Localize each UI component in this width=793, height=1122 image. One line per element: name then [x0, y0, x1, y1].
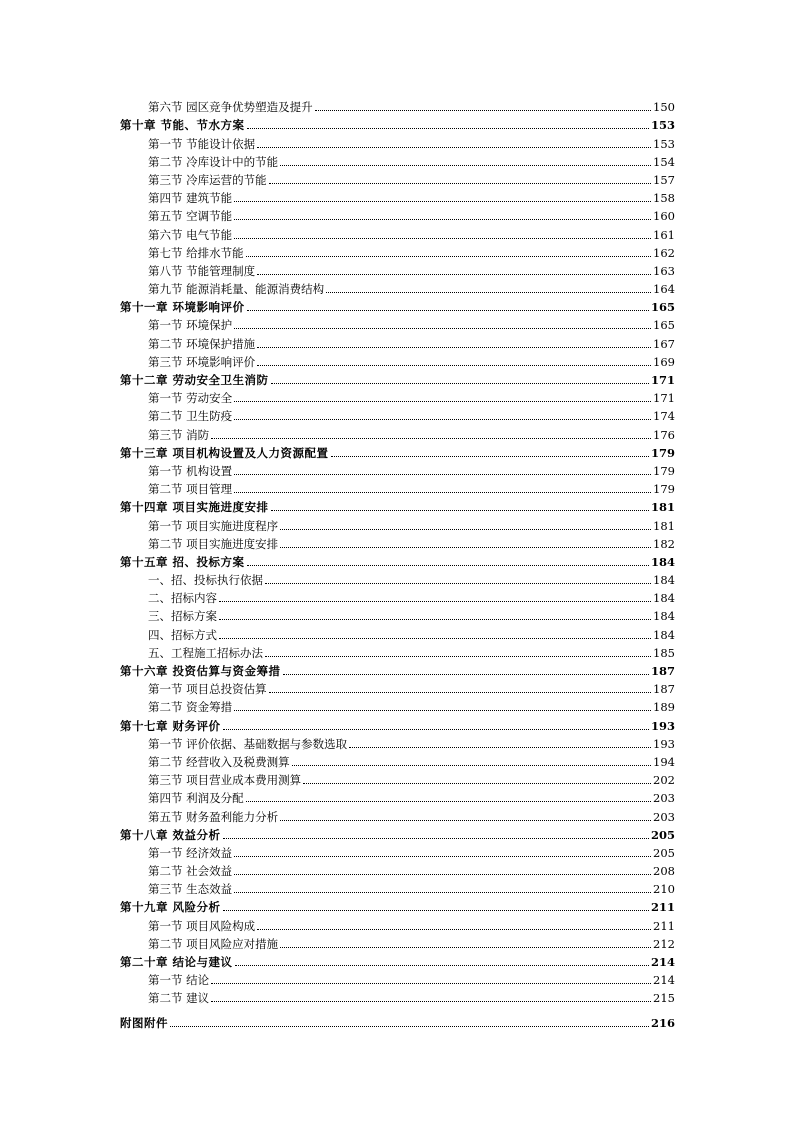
toc-entry-page-number: 161 [653, 227, 675, 242]
toc-dot-leader [234, 201, 651, 202]
toc-entry-title: 第十四章 项目实施进度安排 [120, 500, 269, 515]
toc-entry-page-number: 176 [653, 427, 675, 442]
toc-entry-page-number: 203 [653, 809, 675, 824]
toc-dot-leader [269, 692, 651, 693]
toc-dot-leader [269, 183, 651, 184]
toc-section-entry[interactable] [120, 478, 675, 496]
toc-entry-page-number: 162 [653, 245, 675, 260]
toc-entry-page-number: 205 [650, 827, 675, 842]
toc-entry-page-number: 211 [650, 900, 675, 915]
toc-entry-page-number: 174 [653, 409, 675, 424]
toc-entry-page-number: 187 [653, 682, 675, 697]
toc-entry-page-number: 181 [650, 500, 675, 515]
toc-entry-title: 第二节 项目管理 [148, 482, 233, 497]
toc-dot-leader [280, 947, 651, 948]
toc-section-entry[interactable] [120, 787, 675, 805]
toc-section-entry[interactable] [120, 423, 675, 441]
toc-entry-title: 第二节 经营收入及税费测算 [148, 754, 290, 769]
toc-entry-page-number: 184 [653, 573, 675, 588]
toc-dot-leader [280, 165, 651, 166]
toc-dot-leader [219, 638, 651, 639]
toc-entry-page-number: 210 [653, 882, 675, 897]
toc-entry-page-number: 184 [653, 627, 675, 642]
toc-entry-page-number: 193 [650, 718, 675, 733]
toc-entry-title: 第三节 消防 [148, 427, 210, 442]
toc-dot-leader [234, 328, 651, 329]
toc-entry-page-number: 160 [653, 209, 675, 224]
toc-dot-leader [223, 838, 649, 839]
toc-dot-leader [234, 710, 651, 711]
toc-entry-title: 第一节 劳动安全 [148, 391, 233, 406]
toc-section-entry[interactable] [120, 151, 675, 169]
toc-dot-leader [326, 292, 651, 293]
toc-section-entry[interactable] [120, 878, 675, 896]
toc-section-entry[interactable] [120, 278, 675, 296]
toc-entry-title: 第二节 冷库设计中的节能 [148, 154, 279, 169]
toc-entry-page-number: 179 [653, 463, 675, 478]
toc-dot-leader [234, 219, 651, 220]
toc-entry-title: 第三节 冷库运营的节能 [148, 172, 267, 187]
toc-entry-page-number: 193 [653, 736, 675, 751]
toc-dot-leader [257, 929, 651, 930]
toc-entry-title: 第二节 环境保护措施 [148, 336, 256, 351]
toc-section-entry[interactable] [120, 933, 675, 951]
toc-dot-leader [247, 565, 649, 566]
toc-entry-page-number: 189 [653, 700, 675, 715]
toc-entry-page-number: 165 [650, 300, 675, 315]
toc-section-entry[interactable] [120, 969, 675, 987]
toc-entry-page-number: 150 [653, 100, 675, 115]
toc-section-entry[interactable] [120, 223, 675, 241]
toc-dot-leader [211, 983, 651, 984]
toc-entry-page-number: 171 [650, 373, 675, 387]
toc-section-entry[interactable] [120, 260, 675, 278]
toc-entry-page-number: 187 [650, 664, 675, 678]
toc-section-entry[interactable] [120, 805, 675, 823]
toc-entry-page-number: 171 [653, 391, 675, 406]
toc-dot-leader [219, 619, 651, 620]
toc-section-entry[interactable] [120, 405, 675, 423]
toc-entry-title: 第七节 给排水节能 [148, 245, 244, 260]
toc-chapter-entry[interactable] [120, 714, 675, 732]
toc-entry-title: 第十一章 环境影响评价 [120, 300, 245, 315]
toc-section-entry[interactable] [120, 914, 675, 932]
toc-dot-leader [247, 128, 649, 129]
toc-section-entry[interactable] [120, 678, 675, 696]
toc-chapter-entry[interactable] [120, 114, 675, 132]
toc-chapter-entry[interactable] [120, 496, 675, 514]
toc-entry-title: 第十八章 效益分析 [120, 827, 221, 842]
toc-chapter-entry[interactable] [120, 951, 675, 969]
toc-section-entry[interactable] [120, 569, 675, 587]
toc-entry-title: 第十三章 项目机构设置及人力资源配置 [120, 445, 329, 460]
toc-dot-leader [257, 147, 651, 148]
toc-entry-title: 第二节 资金筹措 [148, 700, 233, 715]
toc-entry-title: 第十七章 财务评价 [120, 718, 221, 733]
toc-dot-leader [257, 365, 651, 366]
toc-entry-title: 第一节 结论 [148, 973, 210, 988]
toc-entry-title: 第四节 建筑节能 [148, 191, 233, 206]
toc-section-entry[interactable] [120, 314, 675, 332]
toc-entry-page-number: 163 [653, 263, 675, 278]
toc-entry-title: 第一节 节能设计依据 [148, 136, 256, 151]
toc-entry-title: 第一节 评价依据、基础数据与参数选取 [148, 736, 348, 751]
toc-entry-title: 第一节 环境保护 [148, 318, 233, 333]
toc-dot-leader [257, 347, 651, 348]
toc-dot-leader [234, 419, 651, 420]
toc-dot-leader [271, 383, 649, 384]
toc-entry-title: 一、招、投标执行依据 [148, 573, 263, 588]
toc-section-entry[interactable] [120, 587, 675, 605]
toc-entry-title: 五、工程施工招标办法 [148, 645, 263, 660]
toc-chapter-entry[interactable] [120, 442, 675, 460]
toc-entry-title: 第二节 项目实施进度安排 [148, 536, 279, 551]
toc-section-entry[interactable] [120, 351, 675, 369]
toc-dot-leader [349, 747, 651, 748]
toc-entry-title: 第三节 环境影响评价 [148, 354, 256, 369]
toc-section-entry[interactable] [120, 460, 675, 478]
toc-entry-page-number: 181 [653, 518, 675, 533]
toc-chapter-entry[interactable] [120, 660, 675, 678]
toc-entry-page-number: 158 [653, 191, 675, 206]
toc-dot-leader [280, 820, 651, 821]
toc-chapter-entry[interactable] [120, 551, 675, 569]
toc-dot-leader [235, 965, 649, 966]
toc-dot-leader [223, 910, 649, 911]
toc-entry-page-number: 157 [653, 172, 675, 187]
toc-dot-leader [331, 456, 649, 457]
toc-entry-title: 第三节 项目营业成本费用测算 [148, 773, 302, 788]
toc-entry-title: 第九节 能源消耗量、能源消费结构 [148, 282, 325, 297]
toc-dot-leader [247, 310, 649, 311]
toc-entry-title: 三、招标方案 [148, 609, 217, 624]
toc-entry-page-number: 182 [653, 536, 675, 551]
toc-section-entry[interactable] [120, 387, 675, 405]
toc-entry-page-number: 212 [653, 936, 675, 951]
toc-dot-leader [246, 801, 651, 802]
toc-chapter-entry[interactable] [120, 296, 675, 314]
toc-dot-leader [246, 256, 651, 257]
toc-entry-page-number: 165 [653, 318, 675, 333]
toc-section-entry[interactable] [120, 332, 675, 350]
toc-entry-page-number: 167 [653, 336, 675, 351]
toc-entry-title: 第二节 卫生防疫 [148, 409, 233, 424]
toc-dot-leader [280, 547, 651, 548]
toc-entry-page-number: 184 [653, 591, 675, 606]
toc-dot-leader [234, 892, 651, 893]
toc-entry-page-number: 205 [653, 845, 675, 860]
toc-section-entry[interactable] [120, 96, 675, 114]
toc-section-entry[interactable] [120, 623, 675, 641]
toc-entry-page-number: 154 [653, 154, 675, 169]
toc-entry-page-number: 211 [653, 918, 675, 933]
toc-entry-title: 四、招标方式 [148, 627, 217, 642]
toc-dot-leader [271, 510, 649, 511]
toc-entry-title: 第一节 项目风险构成 [148, 918, 256, 933]
toc-dot-leader [234, 856, 651, 857]
toc-dot-leader [315, 110, 651, 111]
toc-entry-title: 第二节 社会效益 [148, 864, 233, 879]
toc-entry-page-number: 216 [650, 1015, 675, 1030]
toc-dot-leader [219, 601, 651, 602]
toc-section-entry[interactable] [120, 751, 675, 769]
toc-dot-leader [303, 783, 651, 784]
toc-entry-title: 第二十章 结论与建议 [120, 955, 233, 969]
toc-entry-page-number: 164 [653, 282, 675, 297]
toc-section-entry[interactable] [120, 696, 675, 714]
toc-entry-title: 第五节 财务盈利能力分析 [148, 809, 279, 824]
toc-entry-title: 二、招标内容 [148, 591, 217, 606]
toc-entry-title: 第六节 园区竞争优势塑造及提升 [148, 100, 313, 115]
toc-entry-page-number: 215 [653, 991, 675, 1006]
toc-entry-title: 第十六章 投资估算与资金筹措 [120, 664, 281, 678]
toc-entry-page-number: 208 [653, 864, 675, 879]
toc-entry-title: 第一节 项目总投资估算 [148, 682, 267, 697]
toc-entry-title: 第一节 机构设置 [148, 463, 233, 478]
toc-entry-page-number: 184 [653, 609, 675, 624]
toc-dot-leader [223, 729, 649, 730]
toc-entry-page-number: 202 [653, 773, 675, 788]
toc-section-entry[interactable] [120, 642, 675, 660]
toc-entry-title: 第十章 节能、节水方案 [120, 118, 245, 133]
toc-entry-title: 第一节 项目实施进度程序 [148, 518, 279, 533]
toc-dot-leader [234, 401, 651, 402]
toc-entry-title: 第十二章 劳动安全卫生消防 [120, 373, 269, 387]
toc-entry-page-number: 179 [650, 445, 675, 460]
toc-section-entry[interactable] [120, 842, 675, 860]
toc-annex-entry[interactable] [120, 1011, 675, 1029]
toc-entry-title: 第八节 节能管理制度 [148, 263, 256, 278]
toc-section-entry[interactable] [120, 987, 675, 1005]
toc-entry-title: 第二节 项目风险应对措施 [148, 936, 279, 951]
toc-section-entry[interactable] [120, 242, 675, 260]
toc-entry-page-number: 185 [653, 645, 675, 660]
toc-entry-page-number: 214 [653, 973, 675, 988]
toc-entry-title: 第二节 建议 [148, 991, 210, 1006]
toc-entry-title: 第三节 生态效益 [148, 882, 233, 897]
toc-section-entry[interactable] [120, 769, 675, 787]
toc-dot-leader [170, 1026, 649, 1027]
toc-section-entry[interactable] [120, 860, 675, 878]
toc-dot-leader [234, 874, 651, 875]
toc-entry-title: 附图附件 [120, 1015, 168, 1030]
toc-dot-leader [234, 238, 651, 239]
toc-dot-leader [234, 492, 651, 493]
toc-dot-leader [292, 765, 651, 766]
toc-chapter-entry[interactable] [120, 369, 675, 387]
toc-dot-leader [265, 583, 651, 584]
toc-entry-title: 第十五章 招、投标方案 [120, 554, 245, 569]
toc-entry-title: 第一节 经济效益 [148, 845, 233, 860]
toc-entry-title: 第四节 利润及分配 [148, 791, 244, 806]
toc-entry-page-number: 203 [653, 791, 675, 806]
toc-section-entry[interactable] [120, 733, 675, 751]
toc-section-entry[interactable] [120, 205, 675, 223]
toc-entry-title: 第十九章 风险分析 [120, 900, 221, 915]
toc-dot-leader [211, 1001, 651, 1002]
toc-entry-title: 第五节 空调节能 [148, 209, 233, 224]
toc-entry-page-number: 179 [653, 482, 675, 497]
toc-chapter-entry[interactable] [120, 824, 675, 842]
toc-entry-title: 第六节 电气节能 [148, 227, 233, 242]
table-of-contents [120, 96, 675, 1030]
toc-chapter-entry[interactable] [120, 896, 675, 914]
toc-dot-leader [280, 529, 651, 530]
toc-dot-leader [283, 674, 649, 675]
toc-entry-page-number: 194 [653, 754, 675, 769]
toc-entry-page-number: 153 [653, 136, 675, 151]
toc-section-entry[interactable] [120, 533, 675, 551]
toc-entry-page-number: 214 [650, 955, 675, 969]
toc-entry-page-number: 153 [650, 118, 675, 133]
toc-section-entry[interactable] [120, 187, 675, 205]
toc-entry-page-number: 184 [650, 554, 675, 569]
toc-section-entry[interactable] [120, 169, 675, 187]
toc-section-entry[interactable] [120, 605, 675, 623]
toc-section-entry[interactable] [120, 514, 675, 532]
toc-section-entry[interactable] [120, 132, 675, 150]
toc-dot-leader [257, 274, 651, 275]
toc-dot-leader [234, 474, 651, 475]
toc-entry-page-number: 169 [653, 354, 675, 369]
toc-dot-leader [265, 656, 651, 657]
toc-dot-leader [211, 438, 651, 439]
